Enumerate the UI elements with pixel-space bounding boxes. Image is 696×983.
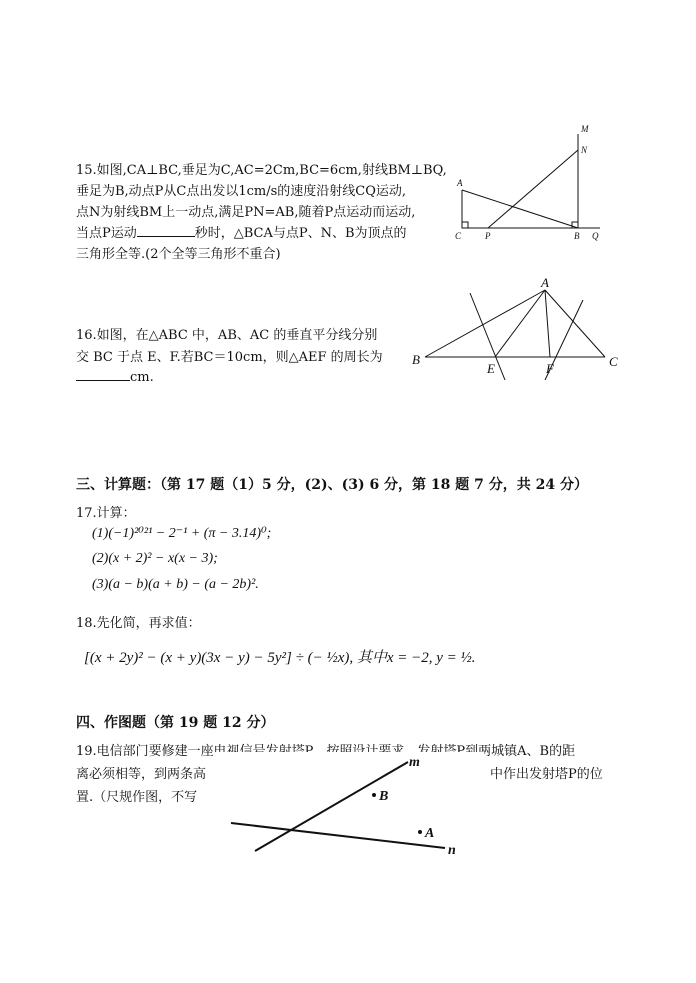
q15-line-3: 点N为射线BM上一动点,满足PN=AB,随着P点运动而运动, (76, 205, 416, 220)
q19-line-3: 置.（尺规作图，不写 (76, 790, 198, 805)
q19-line-n (231, 823, 445, 848)
q16-side-ac (545, 290, 605, 357)
q15-line-4-pre: 当点P运动 (76, 226, 137, 241)
q17-item-1: (1)(−1)²⁰²¹ − 2⁻¹ + (π − 3.14)⁰; (92, 526, 272, 541)
q15-line-4-post: 秒时，△BCA与点P、N、B为顶点的 (194, 226, 407, 241)
q16-label-b: B (412, 352, 420, 367)
q15-answer-blank[interactable] (137, 224, 195, 237)
q15-label-p: P (485, 231, 491, 241)
q18-head: 18.先化简，再求值： (76, 616, 201, 631)
q17-head: 17.计算： (76, 506, 136, 521)
q15-label-a: A (457, 178, 463, 188)
q16-answer-blank[interactable] (76, 368, 130, 381)
q17-item-2: (2)(x + 2)² − x(x − 3); (92, 551, 218, 566)
section-4-title: 四、作图题（第 19 题 12 分） (76, 715, 275, 731)
q16-line-3 (76, 368, 154, 385)
q16-side-ab (425, 290, 545, 357)
q15-label-m: M (581, 124, 589, 134)
q15-line-2: 垂足为B,动点P从C点出发以1cm/s的速度沿射线CQ运动, (76, 184, 407, 199)
q19-label-b: B (379, 789, 389, 804)
q16-segment-af (545, 290, 550, 357)
q16-line-1: 16.如图，在△ABC 中，AB、AC 的垂直平分线分别 (76, 328, 378, 343)
q15-label-n: N (581, 145, 588, 155)
q16-line-3-post: cm. (130, 370, 154, 385)
q15-line-4 (76, 222, 407, 241)
q19-line-2a: 离必须相等，到两条高 (76, 767, 207, 782)
q16-line-2: 交 BC 于点 E、F.若BC＝10cm，则△AEF 的周长为 (76, 350, 383, 365)
q16-label-c: C (609, 354, 618, 369)
q19-point-a (418, 830, 422, 834)
q15-line-5: 三角形全等.(2个全等三角形不重合) (76, 247, 281, 262)
section-3-title: 三、计算题：（第 17 题（1）5 分，(2)、(3) 6 分，第 18 题 7 分，共 24 分） (76, 477, 589, 493)
q15-line-1: 15.如图,CA⊥BC,垂足为C,AC=2Cm,BC=6cm,射线BM⊥BQ, (76, 163, 447, 178)
q19-line-2b: 中作出发射塔P的位 (490, 767, 603, 782)
q19-line-m (255, 762, 408, 851)
q19-label-n: n (448, 843, 456, 858)
q18-expression: [(x + 2y)² − (x + y)(3x − y) − 5y²] ÷ (− ½x), 其中x = −2, y = ½. (84, 650, 476, 666)
q19-point-b (372, 793, 376, 797)
q19-line-1: 19.电信部门要修建一座电视信号发射塔P，按照设计要求，发射塔P到两城镇A、B的距 (76, 744, 576, 759)
q15-figure (450, 120, 610, 245)
q15-label-b: B (574, 231, 580, 241)
q15-segment-pn (488, 150, 578, 228)
q16-figure (405, 275, 625, 385)
q15-label-q: Q (592, 231, 599, 241)
q19-label-m: m (409, 755, 420, 770)
q16-label-a: A (541, 275, 549, 290)
q17-item-3: (3)(a − b)(a + b) − (a − 2b)². (92, 577, 259, 592)
q15-right-angle-c (462, 222, 468, 228)
q16-label-f: F (546, 361, 554, 376)
q19-figure (213, 752, 483, 862)
q15-label-c: C (455, 231, 462, 241)
q16-label-e: E (487, 361, 495, 376)
q19-label-a: A (425, 826, 435, 841)
q16-segment-ae (495, 290, 545, 357)
q15-segment-ab (462, 190, 578, 228)
